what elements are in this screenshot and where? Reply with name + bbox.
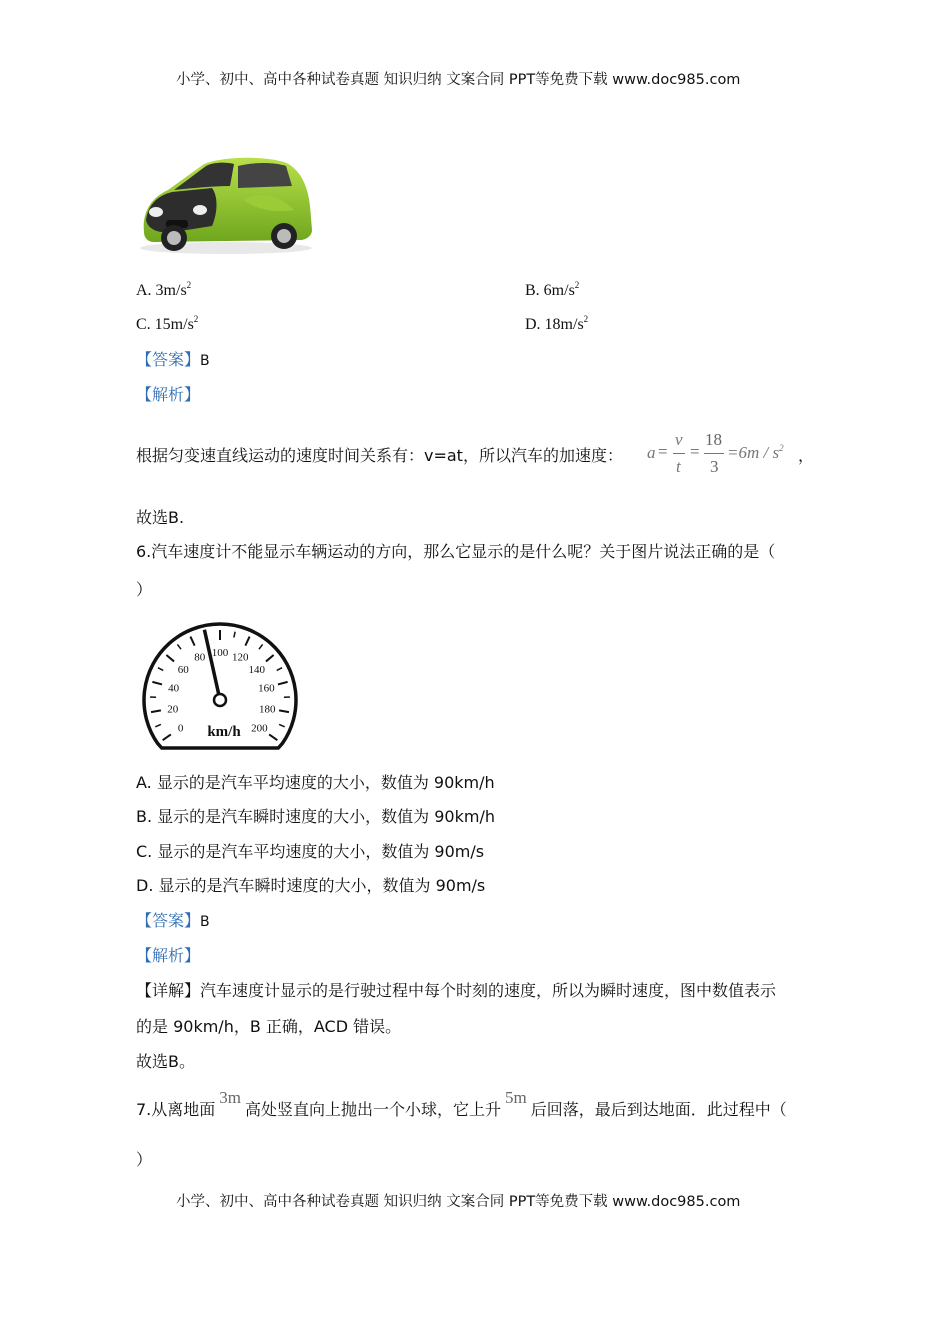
q6-option-c: C. 显示的是汽车平均速度的大小，数值为 90m/s bbox=[136, 842, 485, 861]
gauge-major-tick bbox=[245, 637, 249, 646]
gauge-tick-label: 180 bbox=[259, 703, 276, 716]
gauge-major-tick bbox=[278, 682, 288, 685]
gauge-minor-tick bbox=[277, 668, 282, 671]
formula-18: 18 bbox=[705, 430, 722, 449]
q5-option-b: B. $6m/s^2$ bbox=[525, 280, 580, 299]
formula-eq2: = bbox=[690, 442, 700, 461]
q5-option-d: D. $18m/s^2$ bbox=[525, 314, 589, 333]
q7-height-5m: 5m bbox=[505, 1088, 527, 1107]
formula-3: 3 bbox=[710, 457, 719, 476]
q6-option-a: A. 显示的是汽车平均速度的大小，数值为 90km/h bbox=[136, 773, 495, 792]
q5-answer: 【答案】B bbox=[136, 350, 210, 369]
q5-formula bbox=[646, 428, 816, 480]
page-header: 小学、初中、高中各种试卷真题 知识归纳 文案合同 PPT等免费下载 www.doc985.com bbox=[176, 72, 741, 88]
gauge-tick-label: 200 bbox=[251, 722, 268, 735]
q6-stem: 6.汽车速度计不能显示车辆运动的方向，那么它显示的是什么呢？关于图片说法正确的是（ bbox=[136, 542, 776, 561]
formula-t: t bbox=[676, 457, 681, 476]
car-image bbox=[134, 150, 316, 256]
q6-stem-close: ） bbox=[136, 580, 153, 599]
gauge-minor-tick bbox=[279, 724, 285, 726]
formula-v: v bbox=[675, 430, 683, 449]
gauge-tick-label: 80 bbox=[194, 651, 206, 664]
gauge-tick-label: 160 bbox=[258, 682, 275, 695]
q7-stem-close: ） bbox=[136, 1150, 153, 1169]
formula-a: a bbox=[647, 443, 656, 462]
speedometer-image bbox=[136, 620, 306, 752]
q6-detail-line1: 【详解】汽车速度计显示的是行驶过程中每个时刻的速度，所以为瞬时速度，图中数值表示 bbox=[136, 981, 777, 1000]
gauge-major-tick bbox=[166, 655, 174, 661]
gauge-minor-tick bbox=[177, 644, 181, 649]
formula-eq1: = bbox=[658, 442, 668, 461]
gauge-minor-tick bbox=[259, 644, 263, 649]
q5-option-a: A. $3m/s^2$ bbox=[136, 280, 192, 299]
gauge-tick-label: 20 bbox=[167, 703, 179, 716]
gauge-tick-label: 140 bbox=[248, 664, 266, 677]
gauge-tick-label: 40 bbox=[168, 682, 180, 695]
gauge-tick-label: 60 bbox=[177, 664, 189, 677]
q5-analysis-label: 【解析】 bbox=[136, 385, 201, 404]
page-footer: 小学、初中、高中各种试卷真题 知识归纳 文案合同 PPT等免费下载 www.doc985.com bbox=[176, 1194, 741, 1210]
gauge-major-tick bbox=[152, 682, 162, 685]
q5-option-c: C. $15m/s^2$ bbox=[136, 314, 199, 333]
gauge-minor-tick bbox=[234, 632, 235, 638]
q5-conclusion: 故选B. bbox=[136, 508, 185, 527]
q7-stem: 7.从离地面3m高处竖直向上抛出一个小球，它上升5m后回落，最后到达地面．此过程中（ bbox=[136, 1088, 787, 1119]
gauge-major-tick bbox=[151, 710, 161, 712]
q6-detail-line2: 的是 90km/h，B 正确，ACD 错误。 bbox=[136, 1017, 402, 1036]
q6-option-b: B. 显示的是汽车瞬时速度的大小，数值为 90km/h bbox=[136, 807, 495, 826]
q6-answer: 【答案】B bbox=[136, 911, 210, 930]
gauge-major-tick bbox=[190, 637, 194, 646]
q6-conclusion: 故选B。 bbox=[136, 1052, 195, 1071]
q6-analysis-label: 【解析】 bbox=[136, 946, 201, 965]
gauge-needle bbox=[204, 630, 220, 700]
gauge-tick-label: 0 bbox=[177, 722, 184, 735]
gauge-hub bbox=[214, 694, 226, 706]
gauge-major-tick bbox=[266, 655, 274, 661]
gauge-tick-label: 100 bbox=[211, 647, 229, 659]
formula-tail: ， bbox=[798, 446, 815, 465]
gauge-unit-label: km/h bbox=[207, 724, 241, 740]
q6-option-d: D. 显示的是汽车瞬时速度的大小，数值为 90m/s bbox=[136, 876, 486, 895]
gauge-minor-tick bbox=[155, 724, 161, 726]
formula-result: $=6m / s^2$ bbox=[727, 443, 784, 462]
answer-label: 【答案】 bbox=[136, 911, 201, 930]
gauge-major-tick bbox=[269, 734, 277, 740]
gauge-major-tick bbox=[279, 710, 289, 712]
gauge-minor-tick bbox=[158, 668, 163, 671]
gauge-tick-label: 120 bbox=[232, 651, 249, 664]
q7-height-3m: 3m bbox=[219, 1088, 242, 1107]
answer-label: 【答案】 bbox=[136, 350, 201, 369]
gauge-major-tick bbox=[163, 734, 171, 740]
q5-analysis-text: 根据匀变速直线运动的速度时间关系有：v=at，所以汽车的加速度： bbox=[136, 446, 623, 465]
